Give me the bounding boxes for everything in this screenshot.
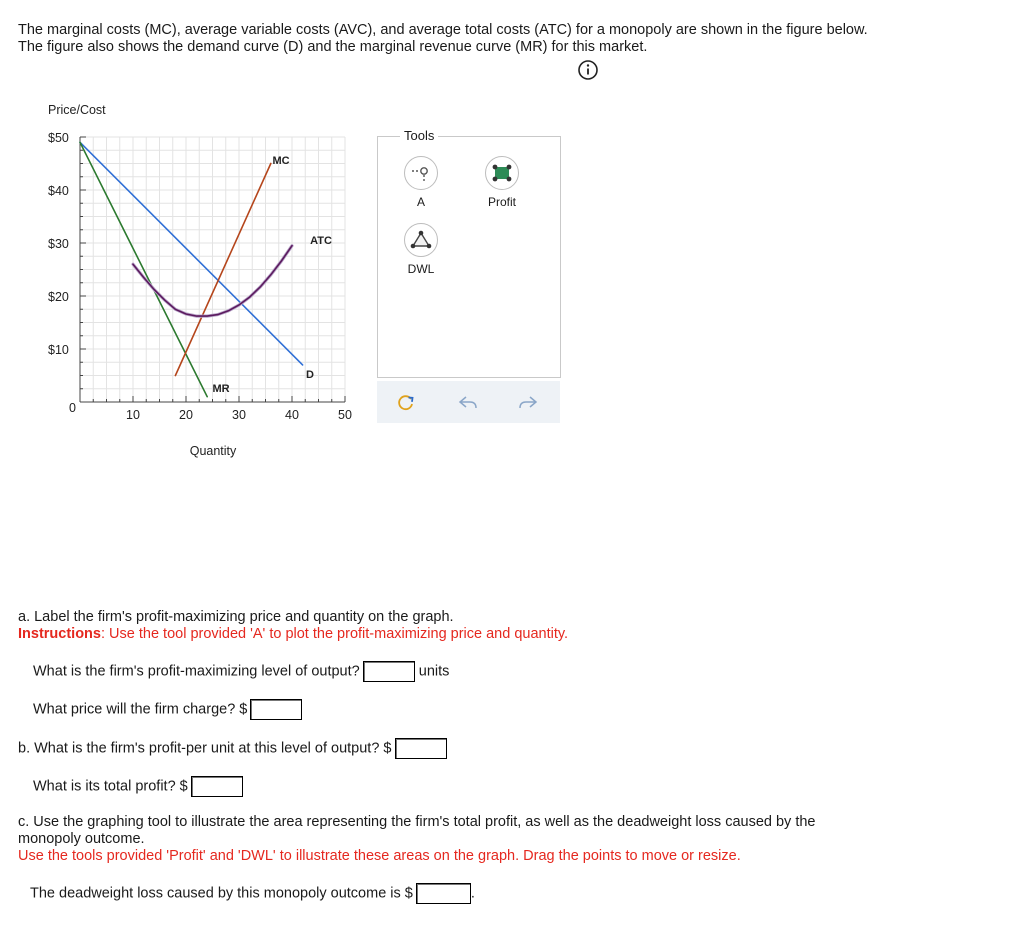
x-tick-label: 40 <box>285 408 299 422</box>
part-c-text <box>18 814 878 865</box>
question-total-profit <box>33 776 243 797</box>
tool-a-label: A <box>416 195 425 209</box>
d-label: D <box>306 369 314 381</box>
question-profit-per-unit <box>18 738 447 759</box>
x-tick-label: 10 <box>126 408 140 422</box>
y-tick-label: $30 <box>48 237 69 251</box>
mc-label: MC <box>272 155 290 167</box>
output-answer-input[interactable] <box>363 661 415 682</box>
instructions-text: : Use the tool provided 'A' to plot the profit-maximizing price and quantity. <box>100 626 569 642</box>
question-dwl-end: . <box>470 885 475 902</box>
tools-title: Tools <box>400 128 438 143</box>
intro-line-1: The marginal costs (MC), average variable costs (AVC), and average total costs (ATC) for a monopoly are shown in the figure below. <box>18 22 868 38</box>
total-profit-input[interactable] <box>191 776 243 797</box>
question-price <box>33 699 302 720</box>
y-tick-label: $40 <box>48 184 69 198</box>
x-axis-label: Quantity <box>189 444 237 458</box>
tools-panel <box>377 128 561 378</box>
d-curve <box>80 142 303 365</box>
chart <box>0 90 380 470</box>
x-tick-label: 50 <box>338 408 352 422</box>
atc-label: ATC <box>310 235 332 247</box>
tool-profit[interactable] <box>472 156 532 209</box>
origin-label: 0 <box>69 401 76 415</box>
part-a-text: a. Label the firm's profit-maximizing price and quantity on the graph. <box>18 609 454 625</box>
question-total-profit-text: What is its total profit? $ <box>33 778 188 795</box>
y-tick-label: $50 <box>48 131 69 145</box>
tool-dwl[interactable] <box>391 223 451 276</box>
y-axis-label: Price/Cost <box>48 103 106 117</box>
x-tick-label: 30 <box>232 408 246 422</box>
part-a-instructions <box>18 626 568 642</box>
x-tick-label: 20 <box>179 408 193 422</box>
tool-a[interactable] <box>391 156 451 209</box>
question-output-text: What is the firm's profit-maximizing level of output? <box>33 663 360 680</box>
mr-label: MR <box>212 383 230 395</box>
triangle-area-icon[interactable] <box>404 223 438 257</box>
intro-text <box>18 22 998 56</box>
undo-icon[interactable] <box>457 391 479 413</box>
tool-dwl-label: DWL <box>407 262 435 276</box>
units-label: units <box>418 663 450 680</box>
action-bar <box>377 381 560 423</box>
rectangle-area-icon[interactable] <box>485 156 519 190</box>
profit-per-unit-input[interactable] <box>395 738 447 759</box>
redo-icon[interactable] <box>517 391 539 413</box>
price-answer-input[interactable] <box>250 699 302 720</box>
part-c-line-1: c. Use the graphing tool to illustrate the area representing the firm's total profit, as well as the deadweight loss caused by the <box>18 814 816 830</box>
point-marker-icon[interactable] <box>404 156 438 190</box>
question-dwl-text: The deadweight loss caused by this monopoly outcome is $ <box>30 885 413 902</box>
intro-line-2: The figure also shows the demand curve (D) and the marginal revenue curve (MR) for this market. <box>18 39 648 55</box>
y-tick-label: $20 <box>48 290 69 304</box>
question-dwl <box>30 883 475 904</box>
y-tick-label: $10 <box>48 343 69 357</box>
instructions-label: Instructions <box>18 626 101 642</box>
part-c-instructions: Use the tools provided 'Profit' and 'DWL' to illustrate these areas on the graph. Drag the points to move or resize. <box>18 848 741 864</box>
info-circle-icon[interactable] <box>577 59 599 81</box>
question-output <box>33 661 449 682</box>
part-c-line-2: monopoly outcome. <box>18 831 145 847</box>
question-price-text: What price will the firm charge? $ <box>33 701 248 718</box>
dwl-answer-input[interactable] <box>416 883 471 904</box>
question-profit-per-unit-text: b. What is the firm's profit-per unit at this level of output? $ <box>18 740 392 757</box>
reset-icon[interactable] <box>395 391 417 413</box>
tool-profit-label: Profit <box>487 195 516 209</box>
